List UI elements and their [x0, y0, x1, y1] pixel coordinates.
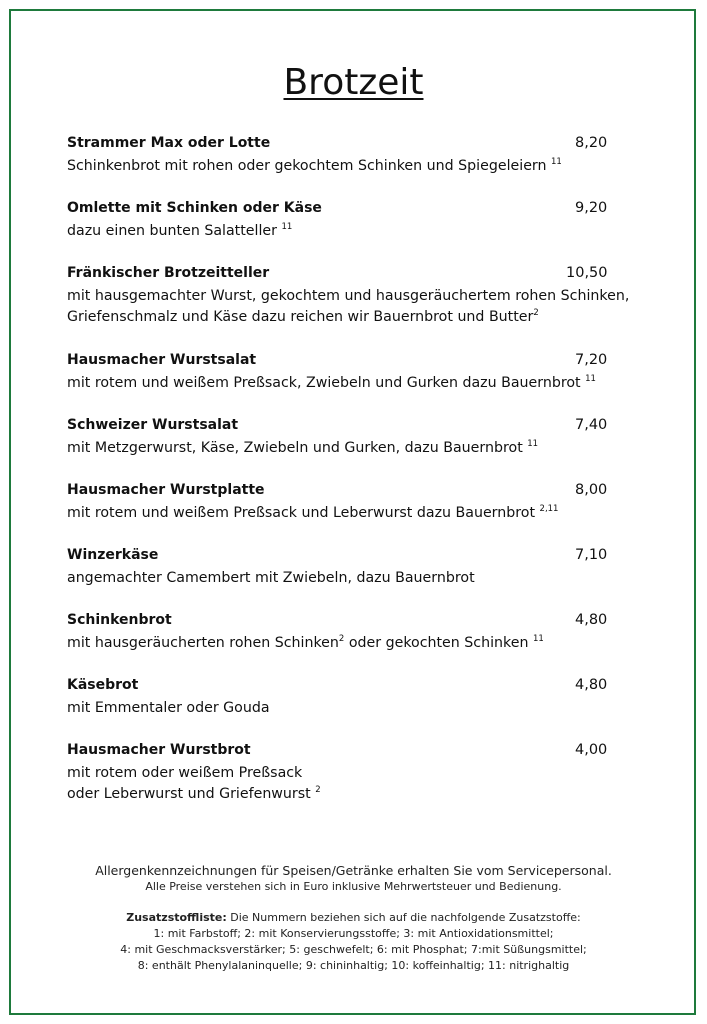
additive-ref: 2 — [533, 308, 539, 318]
description-line: mit rotem und weißem Preßsack und Leberwurst dazu Bauernbrot $^{2,11}$ — [67, 504, 559, 521]
item-description — [67, 698, 270, 719]
description-line: angemachter Camembert mit Zwiebeln, dazu Bauernbrot — [67, 570, 475, 586]
additive-ref: 2,11 — [539, 504, 559, 514]
item-name: Strammer Max oder Lotte — [67, 135, 271, 151]
description-line: mit Emmentaler oder Gouda — [67, 700, 270, 716]
page-title: Brotzeit — [283, 62, 424, 103]
item-name: Hausmacher Wurstplatte — [67, 482, 265, 498]
item-description — [67, 221, 292, 242]
additives-list — [0, 910, 707, 974]
additives-line: 4: mit Geschmacksverstärker; 5: geschwefelt; 6: mit Phosphat; 7:mit Süßungsmittel; — [120, 943, 587, 956]
item-description — [67, 503, 558, 524]
additives-intro: Zusatzstoffliste: Die Nummern beziehen sich auf die nachfolgende Zusatzstoffe: — [126, 911, 581, 924]
item-description — [67, 763, 321, 805]
item-description — [67, 156, 562, 177]
item-price: 4,80 — [575, 612, 608, 628]
additives-line: 8: enthält Phenylalaninquelle; 9: chininhaltig; 10: koffeinhaltig; 11: nitrighaltig — [137, 959, 570, 972]
description-line: mit hausgeräucherten rohen Schinken$^2$ oder gekochten Schinken $^{11}$ — [67, 634, 544, 651]
item-description — [67, 568, 475, 589]
item-price: 7,20 — [575, 352, 608, 368]
item-name: Fränkischer Brotzeitteller — [67, 265, 270, 281]
description-line: Griefenschmalz und Käse dazu reichen wir Bauernbrot und Butter$^2$ — [67, 308, 539, 325]
item-price: 4,80 — [575, 677, 608, 693]
additive-ref: 11 — [527, 439, 539, 449]
item-price: 7,10 — [575, 547, 608, 563]
description-line: mit rotem oder weißem Preßsack — [67, 765, 303, 781]
item-description — [67, 633, 544, 654]
description-line: mit Metzgerwurst, Käse, Zwiebeln und Gurken, dazu Bauernbrot $^{11}$ — [67, 439, 539, 456]
description-line: mit hausgemachter Wurst, gekochtem und hausgeräuchertem rohen Schinken, — [67, 288, 630, 304]
item-price: 8,20 — [575, 135, 608, 151]
item-price: 10,50 — [566, 265, 608, 281]
item-name: Schinkenbrot — [67, 612, 172, 628]
item-name: Hausmacher Wurstsalat — [67, 352, 257, 368]
allergen-note: Allergenkennzeichnungen für Speisen/Getränke erhalten Sie vom Servicepersonal. — [95, 863, 612, 878]
item-price: 9,20 — [575, 200, 608, 216]
item-description — [67, 438, 538, 459]
additive-ref: 11 — [532, 634, 544, 644]
description-line: oder Leberwurst und Griefenwurst $^2$ — [67, 785, 321, 802]
description-line: mit rotem und weißem Preßsack, Zwiebeln und Gurken dazu Bauernbrot $^{11}$ — [67, 374, 596, 391]
additive-ref: 11 — [281, 222, 293, 232]
item-price: 8,00 — [575, 482, 608, 498]
additive-ref: 11 — [551, 157, 562, 167]
additive-ref: 2 — [338, 634, 345, 644]
price-note: Alle Preise verstehen sich in Euro inklusive Mehrwertsteuer und Bedienung. — [145, 880, 562, 893]
item-description — [67, 373, 596, 394]
footer-notes — [0, 862, 707, 974]
item-name: Omlette mit Schinken oder Käse — [67, 200, 322, 216]
additives-label: Zusatzstoffliste: — [126, 911, 227, 924]
description-line: dazu einen bunten Salatteller $^{11}$ — [67, 222, 293, 239]
description-line: Schinkenbrot mit rohen oder gekochtem Schinken und Spiegeleiern $^{11}$ — [67, 157, 562, 174]
item-name: Schweizer Wurstsalat — [67, 417, 239, 433]
item-price: 7,40 — [575, 417, 608, 433]
additive-ref: 2 — [315, 785, 321, 795]
item-name: Käsebrot — [67, 677, 139, 693]
item-name: Winzerkäse — [67, 547, 159, 563]
item-description — [67, 286, 629, 328]
additives-line: 1: mit Farbstoff; 2: mit Konservierungsstoffe; 3: mit Antioxidationsmittel; — [153, 927, 554, 940]
additive-ref: 11 — [585, 374, 596, 384]
item-name: Hausmacher Wurstbrot — [67, 742, 251, 758]
item-price: 4,00 — [575, 742, 608, 758]
